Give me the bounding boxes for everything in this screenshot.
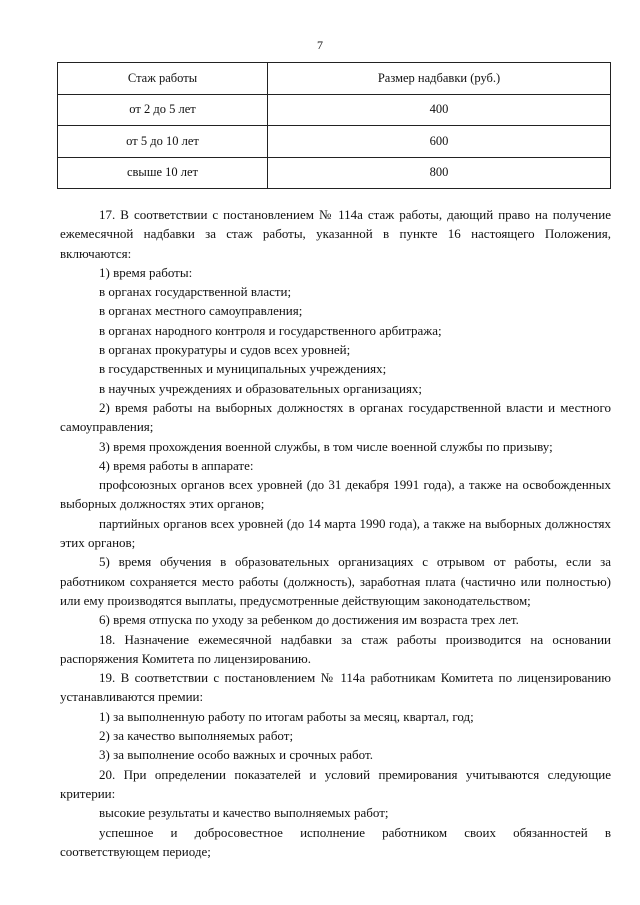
table-header-seniority: Стаж работы: [58, 63, 268, 95]
paragraph: партийных органов всех уровней (до 14 марта 1990 года), а также на выборных должностях этих органов;: [60, 515, 611, 551]
table-cell-amount: 800: [268, 157, 611, 189]
paragraph: 2) время работы на выборных должностях в органах государственной власти и местного самоуправления;: [60, 399, 611, 435]
paragraph: профсоюзных органов всех уровней (до 31 декабря 1991 года), а также на освобожденных выборных должностях этих органов;: [60, 477, 611, 512]
table-cell-amount: 600: [268, 126, 611, 158]
table-row: [58, 94, 611, 126]
paragraph: в органах народного контроля и государственного арбитража;: [99, 322, 442, 338]
paragraph: 4) время работы в аппарате:: [99, 457, 254, 473]
paragraph: в государственных и муниципальных учреждениях;: [99, 361, 387, 377]
paragraph: в органах государственной власти;: [99, 284, 292, 300]
table-row: [58, 126, 611, 158]
paragraph: 3) время прохождения военной службы, в том числе военной службы по призыву;: [99, 438, 553, 454]
paragraph: в научных учреждениях и образовательных организациях;: [99, 380, 423, 396]
paragraph: 18. Назначение ежемесячной надбавки за стаж работы производится на основании распоряжения Комитета по лицензированию.: [60, 631, 611, 666]
paragraph: 6) время отпуска по уходу за ребенком до достижения им возраста трех лет.: [99, 612, 519, 628]
paragraph: 17. В соответствии с постановлением № 114а стаж работы, дающий право на получение ежемесячной надбавки за стаж работы, указанной в пункте 16 настоящего Положения, включаются:: [60, 207, 611, 261]
paragraph: успешное и добросовестное исполнение работником своих обязанностей в соответствующем периоде;: [60, 824, 611, 859]
table-row: [58, 157, 611, 189]
page-number: 7: [317, 38, 323, 52]
paragraph: 5) время обучения в образовательных организациях с отрывом от работы, если за работником сохраняется место работы (должность), заработная плата (частично или полностью) или ему производятся выплаты, предусмотренные действующим законодательством;: [60, 554, 611, 608]
paragraph: в органах местного самоуправления;: [99, 303, 303, 319]
paragraph: 1) время работы:: [99, 264, 193, 280]
table-cell-amount: 400: [268, 94, 611, 126]
table-header-bonus-amount: Размер надбавки (руб.): [268, 63, 611, 95]
table-cell-seniority: от 2 до 5 лет: [58, 94, 268, 126]
paragraph: в органах прокуратуры и судов всех уровней;: [99, 342, 351, 358]
paragraph: 3) за выполнение особо важных и срочных работ.: [99, 747, 373, 763]
paragraph: 19. В соответствии с постановлением № 114а работникам Комитета по лицензированию устанавливаются премии:: [60, 670, 611, 705]
document-body: [60, 205, 611, 861]
table-header-row: [58, 63, 611, 95]
paragraph: 20. При определении показателей и условий премирования учитываются следующие критерии:: [60, 766, 611, 801]
table-cell-seniority: от 5 до 10 лет: [58, 126, 268, 158]
paragraph: 2) за качество выполняемых работ;: [99, 728, 294, 744]
paragraph: высокие результаты и качество выполняемых работ;: [99, 805, 389, 821]
paragraph: 1) за выполненную работу по итогам работы за месяц, квартал, год;: [99, 708, 474, 724]
seniority-bonus-table: [57, 62, 611, 189]
table-cell-seniority: свыше 10 лет: [58, 157, 268, 189]
